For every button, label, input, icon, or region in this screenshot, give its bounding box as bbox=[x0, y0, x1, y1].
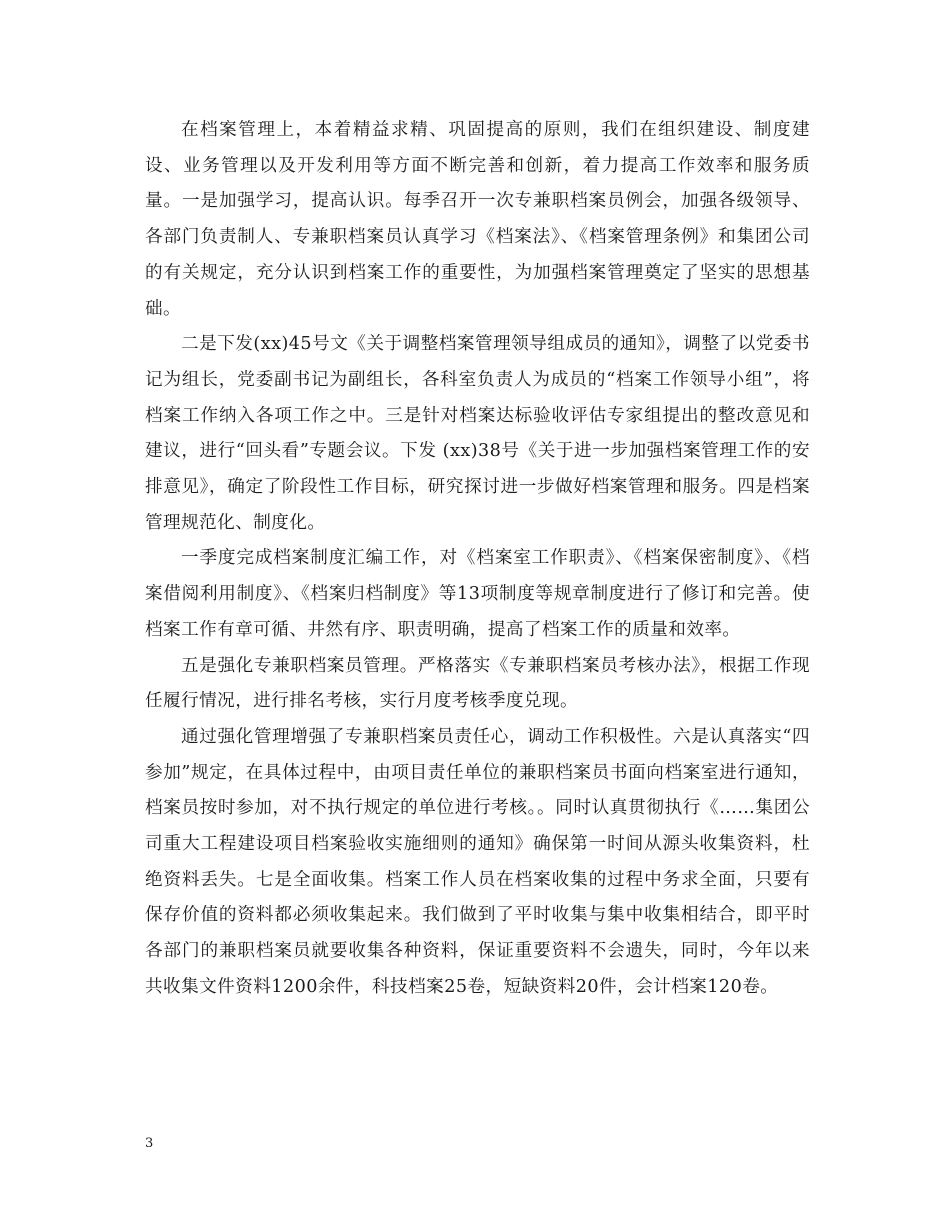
paragraph-3: 一季度完成档案制度汇编工作，对《档案室工作职责》、《档案保密制度》、《档案借阅利用制度》、《档案归档制度》等13项制度等规章制度进行了修订和完善。使档案工作有章可循、井然有序、职责明确，提高了档案工作的质量和效率。 bbox=[145, 548, 810, 640]
paragraph-5: 通过强化管理增强了专兼职档案员责任心，调动工作积极性。六是认真落实“四参加”规定，在具体过程中，由项目责任单位的兼职档案员书面向档案室进行通知，档案员按时参加，对不执行规定的单位进行考核。。同时认真贯彻执行《……集团公司重大工程建设项目档案验收实施细则的通知》确保第一时间从源头收集资料，杜绝资料丢失。七是全面收集。档案工作人员在档案收集的过程中务求全面，只要有保存价值的资料都必须收集起来。我们做到了平时收集与集中收集相结合，即平时各部门的兼职档案员就要收集各种资料，保证重要资料不会遗失，同时，今年以来共收集文件资料1200余件，科技档案25卷，短缺资料20件，会计档案120卷。 bbox=[145, 726, 810, 997]
paragraph-4: 五是强化专兼职档案员管理。严格落实《专兼职档案员考核办法》，根据工作现任履行情况，进行排名考核，实行月度考核季度兑现。 bbox=[145, 655, 810, 712]
document-body bbox=[145, 113, 810, 1006]
paragraph-2: 二是下发(xx)45号文《关于调整档案管理领导组成员的通知》，调整了以党委书记为组长，党委副书记为副组长，各科室负责人为成员的“档案工作领导小组”，将档案工作纳入各项工作之中。三是针对档案达标验收评估专家组提出的整改意见和建议，进行“回头看”专题会议。下发 (xx)38号《关于进一步加强档案管理工作的安排意见》，确定了阶段性工作目标，研究探讨进一步做好档案管理和服务。四是档案管理规范化、制度化。 bbox=[145, 334, 810, 533]
paragraph-1: 在档案管理上，本着精益求精、巩固提高的原则，我们在组织建设、制度建设、业务管理以及开发利用等方面不断完善和创新，着力提高工作效率和服务质量。一是加强学习，提高认识。每季召开一次专兼职档案员例会，加强各级领导、各部门负责制人、专兼职档案员认真学习《档案法》、《档案管理条例》和集团公司的有关规定，充分认识到档案工作的重要性，为加强档案管理奠定了坚实的思想基础。 bbox=[145, 120, 810, 319]
page-number: 3 bbox=[145, 1136, 154, 1151]
